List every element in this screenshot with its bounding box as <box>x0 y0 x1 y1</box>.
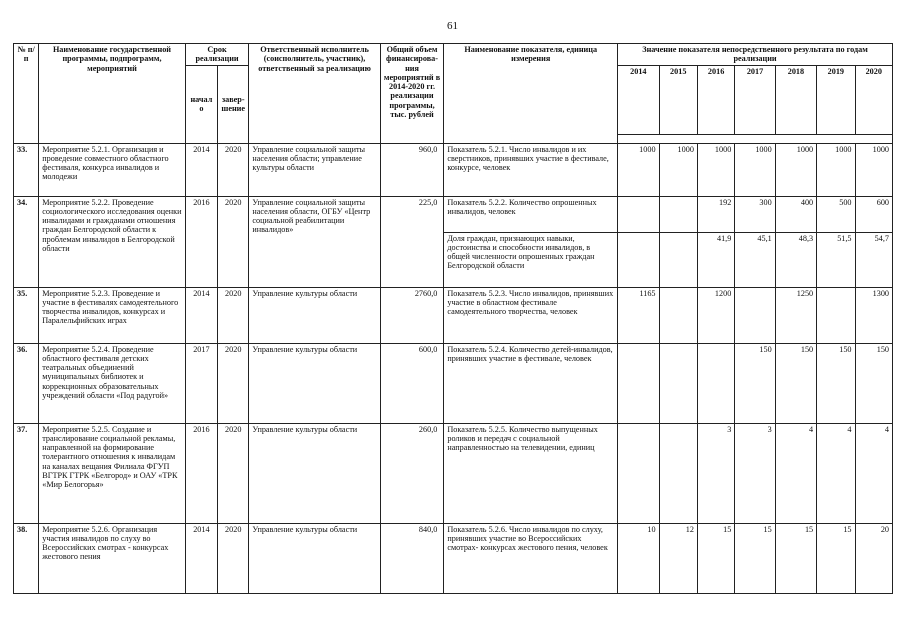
table-row <box>14 343 893 423</box>
header-values: Значение показателя непосредственного результата по годам реализации <box>618 44 893 66</box>
value-cell: 41,9 <box>697 232 734 287</box>
end-year: 2020 <box>218 343 249 423</box>
value-cell: 1200 <box>697 287 734 343</box>
funding: 260,0 <box>380 423 444 523</box>
value-cell <box>659 232 697 287</box>
funding: 960,0 <box>380 143 444 196</box>
value-cell: 20 <box>855 523 892 593</box>
table-row <box>14 523 893 593</box>
value-cell: 10 <box>618 523 659 593</box>
value-cell: 192 <box>697 196 734 232</box>
row-number: 34. <box>14 196 39 287</box>
indicator: Показатель 5.2.4. Количество детей-инвалидов, принявших участие в фестивале, человек <box>444 343 618 423</box>
value-cell: 1165 <box>618 287 659 343</box>
value-cell: 4 <box>817 423 855 523</box>
header-year: 2018 <box>775 65 816 134</box>
start-year: 2016 <box>185 196 217 287</box>
value-cell <box>659 196 697 232</box>
end-year: 2020 <box>218 423 249 523</box>
value-cell <box>659 423 697 523</box>
header-year: 2014 <box>618 65 659 134</box>
header-year: 2020 <box>855 65 892 134</box>
measure-name: Мероприятие 5.2.6. Организация участия инвалидов по слуху во Всероссийских смотрах - конкурсах жестового пения <box>39 523 185 593</box>
indicator: Показатель 5.2.6. Число инвалидов по слуху, принявших участие во Всероссийских смотрах- конкурсах жестового пения, человек <box>444 523 618 593</box>
row-number: 38. <box>14 523 39 593</box>
indicator: Показатель 5.2.2. Количество опрошенных инвалидов, человек <box>444 196 618 232</box>
value-cell: 600 <box>855 196 892 232</box>
indicator: Показатель 5.2.5. Количество выпущенных роликов и передач с социальной направленностью на телевидении, единиц <box>444 423 618 523</box>
value-cell: 150 <box>817 343 855 423</box>
executor: Управление социальной защиты населения области; управление культуры области <box>249 143 380 196</box>
value-cell <box>618 196 659 232</box>
end-year: 2020 <box>218 196 249 287</box>
executor: Управление культуры области <box>249 423 380 523</box>
table-row <box>14 287 893 343</box>
funding: 2760,0 <box>380 287 444 343</box>
header-name: Наименование государственной программы, подпрограмм, мероприятий <box>39 44 185 144</box>
value-cell <box>618 232 659 287</box>
header-term: Срок реализации <box>185 44 249 66</box>
value-cell: 15 <box>775 523 816 593</box>
value-cell: 54,7 <box>855 232 892 287</box>
value-cell <box>697 343 734 423</box>
start-year: 2014 <box>185 143 217 196</box>
value-cell: 4 <box>775 423 816 523</box>
measure-name: Мероприятие 5.2.4. Проведение областного фестиваля детских театральных объединений муниципальных библиотек и коррекционных образовательных учреждений области «Под радугой» <box>39 343 185 423</box>
value-cell <box>659 343 697 423</box>
value-cell: 45,1 <box>735 232 775 287</box>
end-year: 2020 <box>218 287 249 343</box>
funding: 225,0 <box>380 196 444 287</box>
value-cell: 150 <box>855 343 892 423</box>
header-year: 2016 <box>697 65 734 134</box>
header-year: 2017 <box>735 65 775 134</box>
row-number: 37. <box>14 423 39 523</box>
value-cell: 51,5 <box>817 232 855 287</box>
value-cell: 3 <box>697 423 734 523</box>
value-cell: 1000 <box>659 143 697 196</box>
value-cell: 1000 <box>855 143 892 196</box>
header-num: № п/п <box>14 44 39 144</box>
value-cell <box>618 423 659 523</box>
header-year: 2015 <box>659 65 697 134</box>
header-end: завер-шение <box>218 65 249 143</box>
value-cell: 48,3 <box>775 232 816 287</box>
value-cell: 3 <box>735 423 775 523</box>
header-year: 2019 <box>817 65 855 134</box>
value-cell: 1000 <box>618 143 659 196</box>
page-number: 61 <box>447 20 458 32</box>
value-cell: 150 <box>735 343 775 423</box>
value-cell: 1000 <box>735 143 775 196</box>
value-cell <box>659 287 697 343</box>
funding: 600,0 <box>380 343 444 423</box>
measure-name: Мероприятие 5.2.2. Проведение социологического исследования оценки инвалидами и гражданами отношения граждан Белгородской области к проблемам инвалидов в Белгородской области <box>39 196 185 287</box>
measure-name: Мероприятие 5.2.5. Создание и транслирование социальной рекламы, направленной на формирование толерантного отношения к инвалидам на каналах вещания Филиала ФГУП ВГТРК ГТРК «Белгород» и ОАУ «ТРК «Мир Белогорья» <box>39 423 185 523</box>
value-cell: 500 <box>817 196 855 232</box>
executor: Управление культуры области <box>249 523 380 593</box>
row-number: 35. <box>14 287 39 343</box>
executor: Управление культуры области <box>249 287 380 343</box>
header-start: начало <box>185 65 217 143</box>
header-funding: Общий объем финансирова-ния мероприятий в 2014-2020 гг. реализации программы, тыс. рублей <box>380 44 444 144</box>
row-number: 33. <box>14 143 39 196</box>
program-table <box>13 43 893 594</box>
value-cell: 15 <box>735 523 775 593</box>
value-cell: 1000 <box>697 143 734 196</box>
indicator: Показатель 5.2.1. Число инвалидов и их сверстников, принявших участие в фестивале, конкурсе, человек <box>444 143 618 196</box>
value-cell: 1000 <box>775 143 816 196</box>
value-cell <box>817 287 855 343</box>
value-cell: 12 <box>659 523 697 593</box>
executor: Управление социальной защиты населения области, ОГБУ «Центр социальной реабилитации инвалидов» <box>249 196 380 287</box>
executor: Управление культуры области <box>249 343 380 423</box>
start-year: 2014 <box>185 523 217 593</box>
value-cell: 1300 <box>855 287 892 343</box>
table-row <box>14 423 893 523</box>
value-cell: 1000 <box>817 143 855 196</box>
header-indicator: Наименование показателя, единица измерения <box>444 44 618 144</box>
table-row <box>14 143 893 196</box>
end-year: 2020 <box>218 523 249 593</box>
end-year: 2020 <box>218 143 249 196</box>
value-cell: 400 <box>775 196 816 232</box>
value-cell: 15 <box>697 523 734 593</box>
value-cell: 4 <box>855 423 892 523</box>
funding: 840,0 <box>380 523 444 593</box>
start-year: 2017 <box>185 343 217 423</box>
indicator: Доля граждан, признающих навыки, достоинства и способности инвалидов, в общей численности опрошенных граждан Белгородской области <box>444 232 618 287</box>
measure-name: Мероприятие 5.2.1. Организация и проведение совместного областного фестиваля, конкурса инвалидов и молодежи <box>39 143 185 196</box>
start-year: 2016 <box>185 423 217 523</box>
row-number: 36. <box>14 343 39 423</box>
value-cell: 15 <box>817 523 855 593</box>
value-cell: 150 <box>775 343 816 423</box>
value-cell <box>618 343 659 423</box>
start-year: 2014 <box>185 287 217 343</box>
table-row <box>14 196 893 232</box>
measure-name: Мероприятие 5.2.3. Проведение и участие в фестивалях самодеятельного творчества инвалидов, конкурсах и Паралельфийских играх <box>39 287 185 343</box>
header-executor: Ответственный исполнитель (соисполнитель, участник), ответственный за реализацию <box>249 44 380 144</box>
indicator: Показатель 5.2.3. Число инвалидов, принявших участие в областном фестивале самодеятельного творчества, человек <box>444 287 618 343</box>
value-cell <box>735 287 775 343</box>
value-cell: 300 <box>735 196 775 232</box>
value-cell: 1250 <box>775 287 816 343</box>
